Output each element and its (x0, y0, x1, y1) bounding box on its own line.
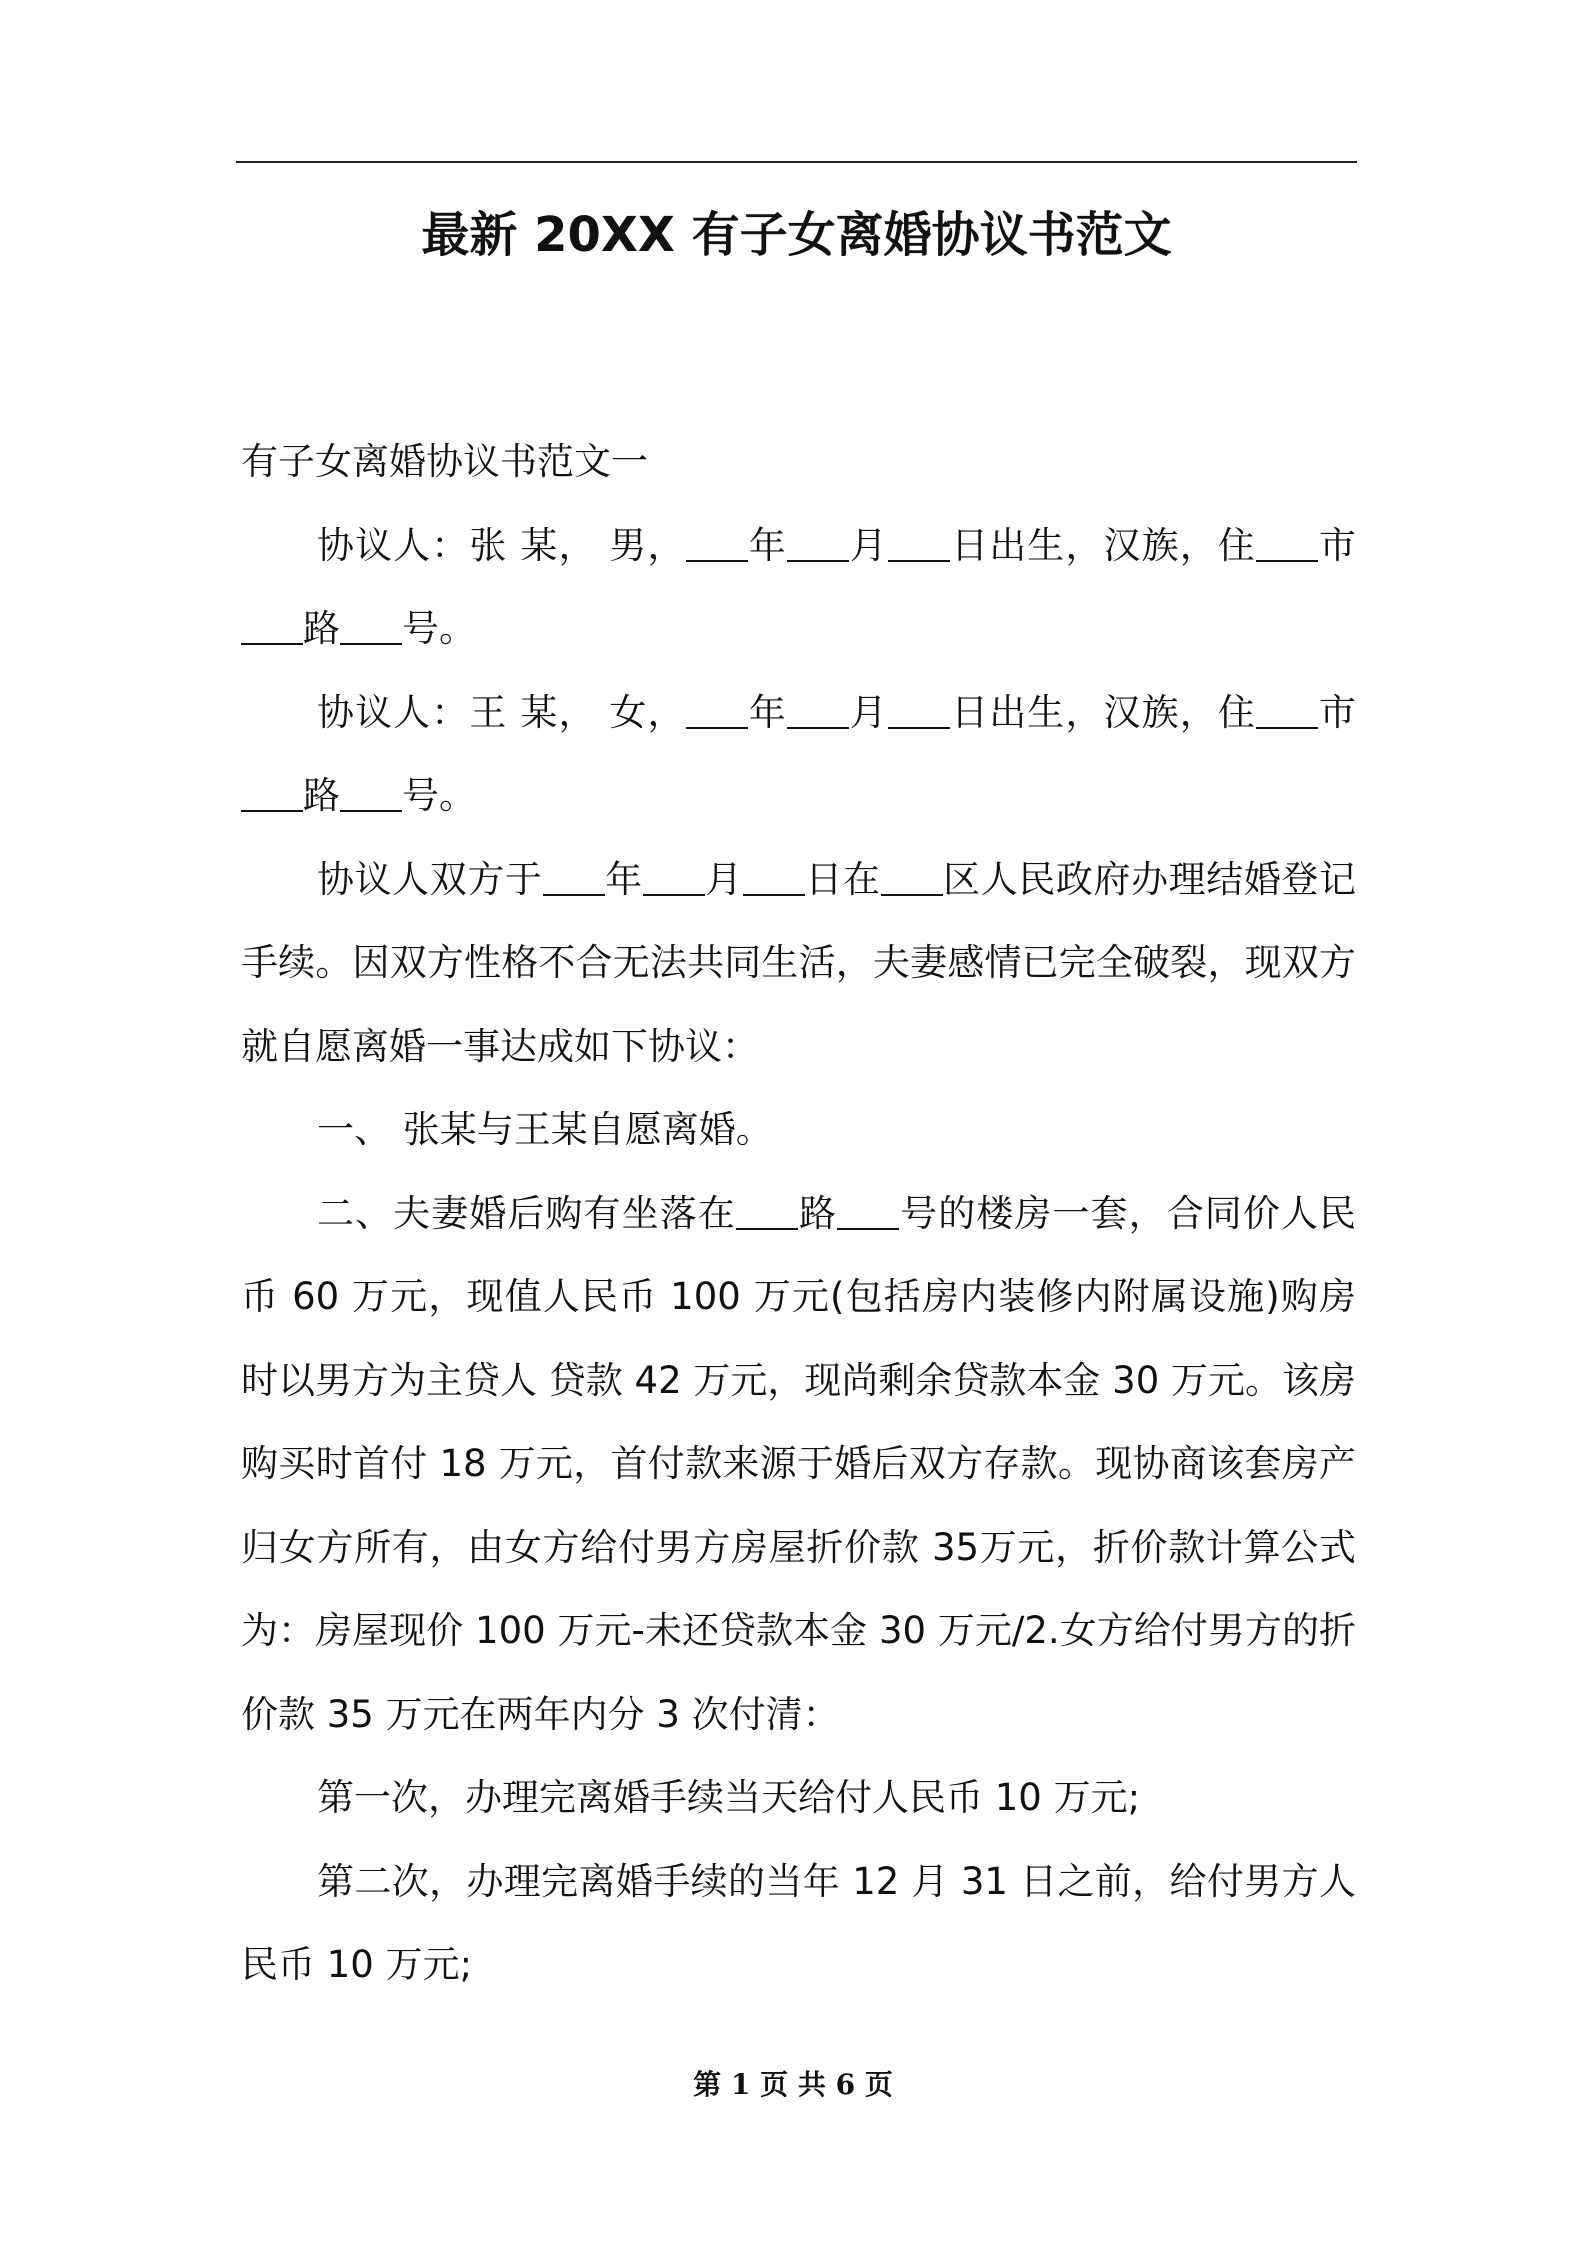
party-b-born: 日出生，汉族，住 (950, 690, 1256, 734)
blank-field (686, 523, 748, 562)
blank-field (643, 857, 705, 896)
party-b-month: 月 (848, 690, 889, 734)
payment-2-paragraph: 第二次，办理完离婚手续的当年 12 月 31 日之前，给付男方人民币 10 万元; (241, 1859, 1356, 1986)
party-b-lead: 协议人：王 某， 女， (317, 690, 686, 734)
blank-field (837, 1191, 899, 1230)
clause-2-lead: 二、夫妻婚后购有坐落在 (317, 1191, 736, 1235)
document-body (241, 420, 1356, 2007)
intro-paragraph (241, 838, 1356, 1089)
blank-field (881, 857, 943, 896)
blank-field (241, 606, 303, 645)
clause-1-paragraph: 一、 张某与王某自愿离婚。 (317, 1108, 773, 1151)
blank-field (888, 523, 950, 562)
page-footer: 第 1 页 共 6 页 (693, 2068, 893, 2101)
party-a-lead: 协议人：张 某， 男， (317, 523, 686, 567)
clause-2-rest: 号的楼房一套，合同价人民币 60 万元，现值人民币 100 万元(包括房内装修内附属设施)购房时以男方为主贷人 贷款 42 万元，现尚剩余贷款本金 30 万元。该房购买时首付 18 万元，首付款来源于婚后双方存款。现协商该套房产归女方所有，由女方给付男方房屋折价款 35万元，折价款计算公式为：房屋现价 100 万元-未还贷款本金 30 万元/2.女方给付男方的折价款 35 万元在两年内分 3 次付清： (241, 1191, 1357, 1736)
intro-rest: 区人民政府办理结婚登记手续。因双方性格不合无法共同生活，夫妻感情已完全破裂，现双方就自愿离婚一事达成如下协议： (241, 857, 1357, 1068)
clause-2-road: 路 (797, 1191, 838, 1235)
party-a-road: 路 (303, 607, 340, 650)
party-a-city: 市 (1317, 523, 1357, 567)
blank-field (736, 1191, 798, 1230)
blank-field (340, 773, 402, 812)
payment-1-paragraph: 第一次，办理完离婚手续当天给付人民币 10 万元; (317, 1776, 1141, 1819)
header-rule (236, 161, 1357, 163)
party-b-number: 号。 (402, 774, 476, 817)
party-a-paragraph (241, 504, 1356, 671)
blank-field (888, 690, 950, 729)
party-b-road: 路 (303, 774, 340, 817)
blank-field (340, 606, 402, 645)
party-a-month: 月 (848, 523, 889, 567)
intro-year: 年 (604, 857, 643, 901)
blank-field (241, 773, 303, 812)
blank-field (743, 857, 805, 896)
blank-field (1256, 690, 1318, 729)
party-b-city: 市 (1317, 690, 1357, 734)
intro-month: 月 (704, 857, 743, 901)
document-subtitle: 有子女离婚协议书范文一 (241, 440, 648, 483)
clause-2-paragraph (241, 1172, 1356, 1757)
party-b-year: 年 (747, 690, 787, 734)
document-title: 最新 20XX 有子女离婚协议书范文 (421, 207, 1172, 263)
intro-day-at: 日在 (804, 857, 881, 901)
party-a-year: 年 (747, 523, 787, 567)
blank-field (787, 690, 849, 729)
blank-field (1256, 523, 1318, 562)
blank-field (543, 857, 605, 896)
blank-field (787, 523, 849, 562)
blank-field (686, 690, 748, 729)
intro-lead: 协议人双方于 (317, 857, 543, 901)
party-b-paragraph (241, 671, 1356, 838)
party-a-born: 日出生，汉族，住 (950, 523, 1256, 567)
party-a-number: 号。 (402, 607, 476, 650)
